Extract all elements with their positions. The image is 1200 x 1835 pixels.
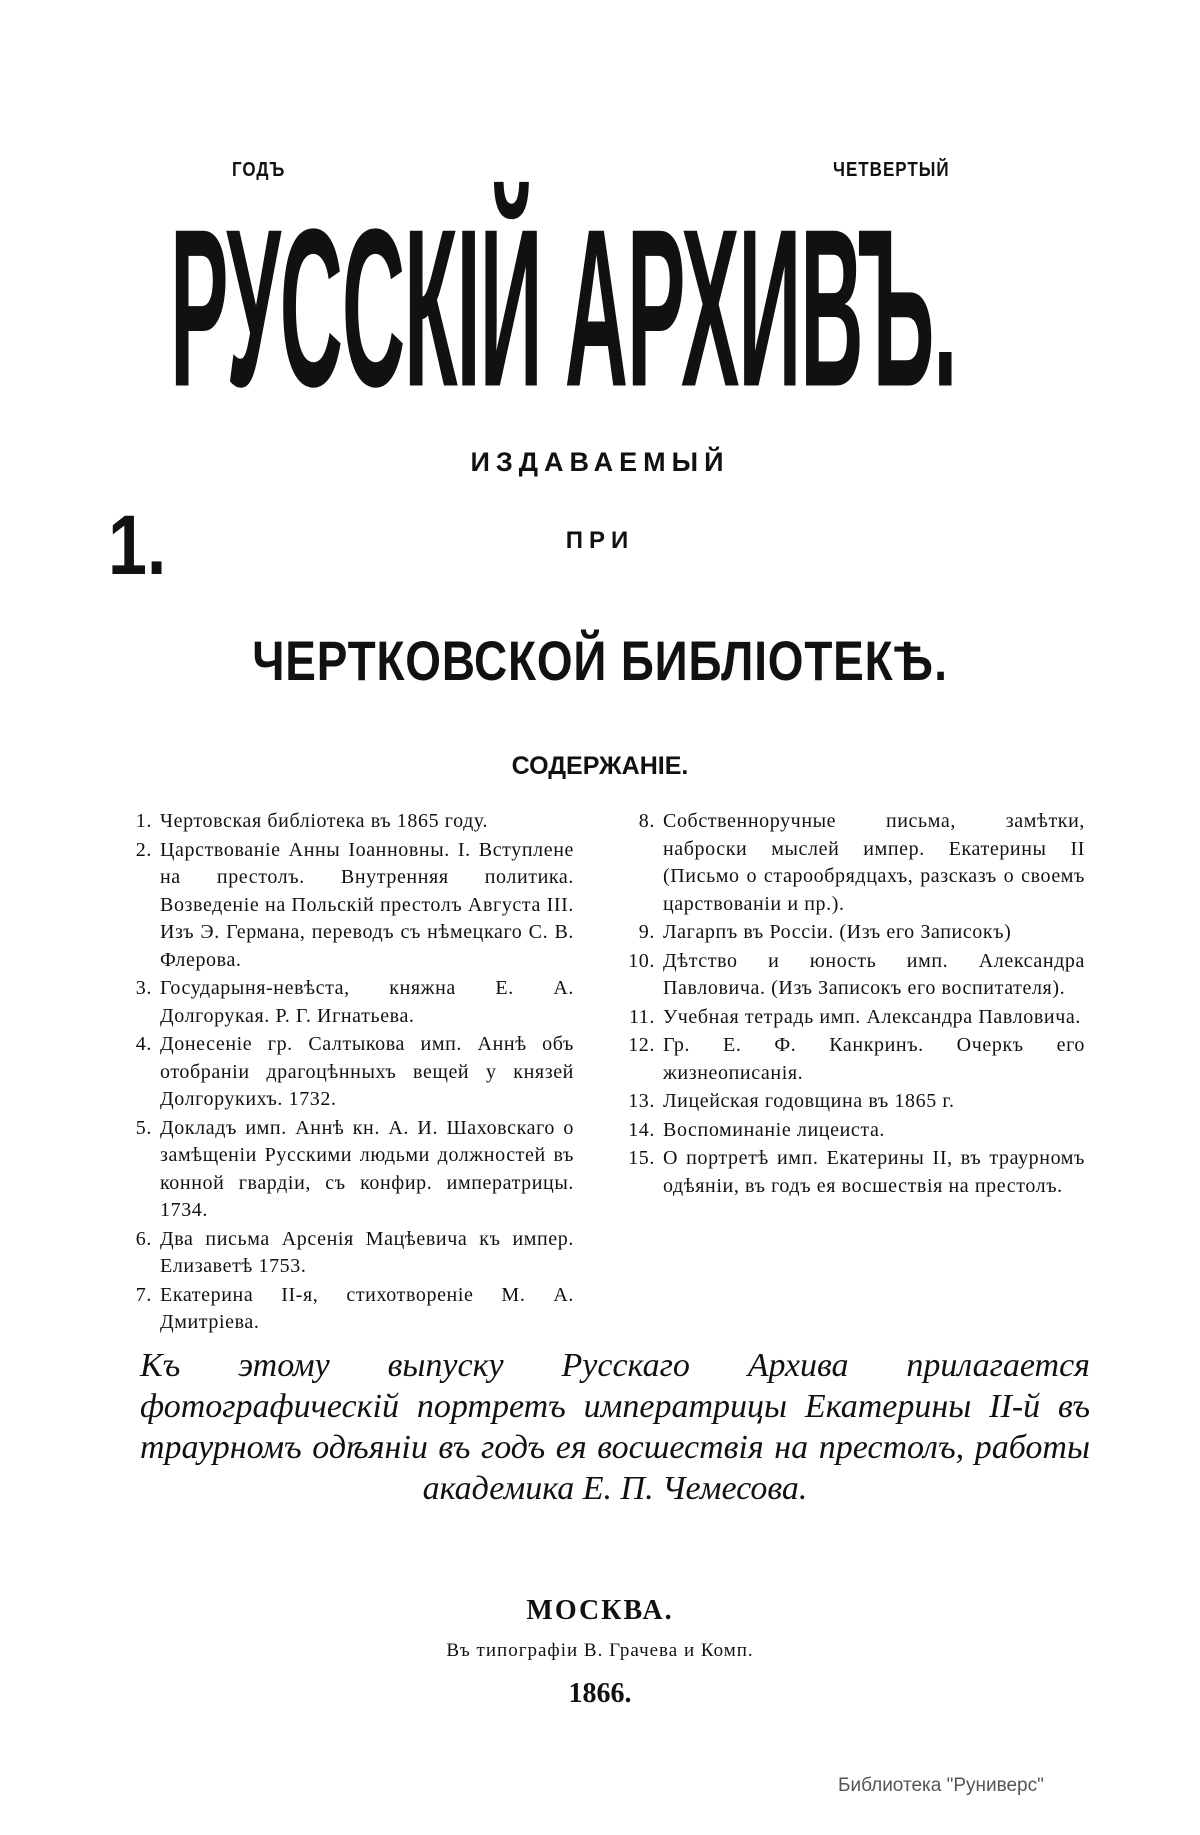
contents-item-number: 9. <box>638 921 655 943</box>
contents-item <box>625 1145 1085 1200</box>
contents-right-column <box>625 808 1085 1201</box>
contents-item-text: Чертовская библіотека въ 1865 году. <box>160 810 489 832</box>
contents-item-number: 12. <box>628 1034 655 1056</box>
contents-item-number: 10. <box>628 949 655 972</box>
contents-item-number: 11. <box>628 1005 655 1028</box>
contents-item <box>122 975 574 1030</box>
contents-item-number: 7. <box>135 1283 152 1306</box>
contents-item-text: Лагарпъ въ Россіи. (Изъ его Записокъ) <box>663 921 1012 943</box>
contents-item-number: 3. <box>135 977 152 999</box>
contents-item-number: 6. <box>135 1227 152 1250</box>
contents-item <box>122 1115 574 1225</box>
contents-item-text: О портретѣ имп. Екатерины II, въ траурномъ одѣяніи, въ годъ ея восшествія на престолъ. <box>663 1147 1085 1197</box>
journal-title-text: РУССКІЙ АРХИВЪ. <box>170 181 957 434</box>
volume-label: ЧЕТВЕРТЫЙ <box>833 158 950 181</box>
contents-item-number: 1. <box>135 810 152 832</box>
imprint-city: МОСКВА. <box>526 1595 674 1626</box>
contents-item <box>122 1226 574 1281</box>
contents-item-text: Государыня-невѣста, княжна Е. А. Долгорукая. Р. Г. Игнатьева. <box>160 977 574 1027</box>
contents-item-text: Екатерина II-я, стихотвореніе М. А. Дмитріева. <box>160 1283 574 1333</box>
contents-item-number: 2. <box>135 838 152 861</box>
contents-item-number: 15. <box>628 1147 655 1169</box>
contents-item-text: Лицейская годовщина въ 1865 г. <box>663 1090 955 1112</box>
contents-item <box>122 808 574 836</box>
contents-item-text: Собственноручные письма, замѣтки, наброски мыслей импер. Екатерины II (Письмо о старообрядцахъ, разсказъ о своемъ царствованіи и пр.). <box>663 810 1085 915</box>
supplement-note: Къ этому выпуску Русскаго Архива прилагается фотографическій портретъ императрицы Екатерины II-й въ траурномъ одѣяніи въ годъ ея восшествія на престолъ, работы академика Е. П. Чемесова. <box>140 1347 1090 1507</box>
contents-left-column <box>122 808 574 1338</box>
contents-item-text: Гр. Е. Ф. Канкринъ. Очеркъ его жизнеописанія. <box>663 1034 1085 1084</box>
contents-item-number: 4. <box>135 1033 152 1055</box>
year-label: ГОДЪ <box>232 158 286 181</box>
contents-item <box>625 919 1085 947</box>
contents-item-number: 14. <box>628 1118 655 1141</box>
contents-item-number: 5. <box>135 1116 152 1139</box>
at-label: ПРИ <box>565 527 635 554</box>
issue-number: 1. <box>108 498 167 592</box>
journal-title <box>170 181 1030 434</box>
contents-item-text: Донесеніе гр. Салтыкова имп. Аннѣ объ отобраніи драгоцѣнныхъ вещей у князей Долгорукихъ. 1732. <box>160 1033 574 1110</box>
contents-item-number: 13. <box>628 1090 655 1112</box>
contents-item-text: Царствованіе Анны Іоанновны. I. Вступлене на престолъ. Внутренняя политика. Возведеніе на Польскій престолъ Августа III. Изъ Э. Германа, переводъ съ нѣмецкаго С. В. Флерова. <box>160 838 574 971</box>
contents-item <box>625 1032 1085 1087</box>
contents-item-text: Воспоминаніе лицеиста. <box>663 1118 886 1141</box>
contents-item <box>122 837 574 975</box>
imprint-year: 1866. <box>568 1678 632 1709</box>
library-name: ЧЕРТКОВСКОЙ БИБЛІОТЕКѢ. <box>252 629 948 692</box>
contents-item-text: Два письма Арсенія Мацѣевича къ импер. Елизаветѣ 1753. <box>160 1227 574 1277</box>
contents-item-text: Учебная тетрадь имп. Александра Павловича. <box>663 1005 1081 1028</box>
contents-item <box>122 1031 574 1114</box>
contents-item-text: Дѣтство и юность имп. Александра Павловича. (Изъ Записокъ его воспитателя). <box>663 949 1085 999</box>
contents-item <box>625 948 1085 1003</box>
contents-item-text: Докладъ имп. Аннѣ кн. А. И. Шаховскаго о замѣщеніи Русскими людьми должностей въ конной гвардіи, съ конфир. императрицы. 1734. <box>160 1116 574 1221</box>
published-label: ИЗДАВАЕМЫЙ <box>470 447 730 477</box>
contents-item <box>625 1004 1085 1032</box>
contents-item <box>625 808 1085 918</box>
contents-item <box>625 1117 1085 1145</box>
contents-heading: СОДЕРЖАНІЕ. <box>511 752 689 780</box>
imprint-printer: Въ типографіи В. Грачева и Комп. <box>446 1640 754 1661</box>
contents-item <box>122 1282 574 1337</box>
contents-item <box>625 1088 1085 1116</box>
library-watermark: Библиотека "Руниверс" <box>838 1775 1044 1796</box>
contents-item-number: 8. <box>638 810 655 832</box>
